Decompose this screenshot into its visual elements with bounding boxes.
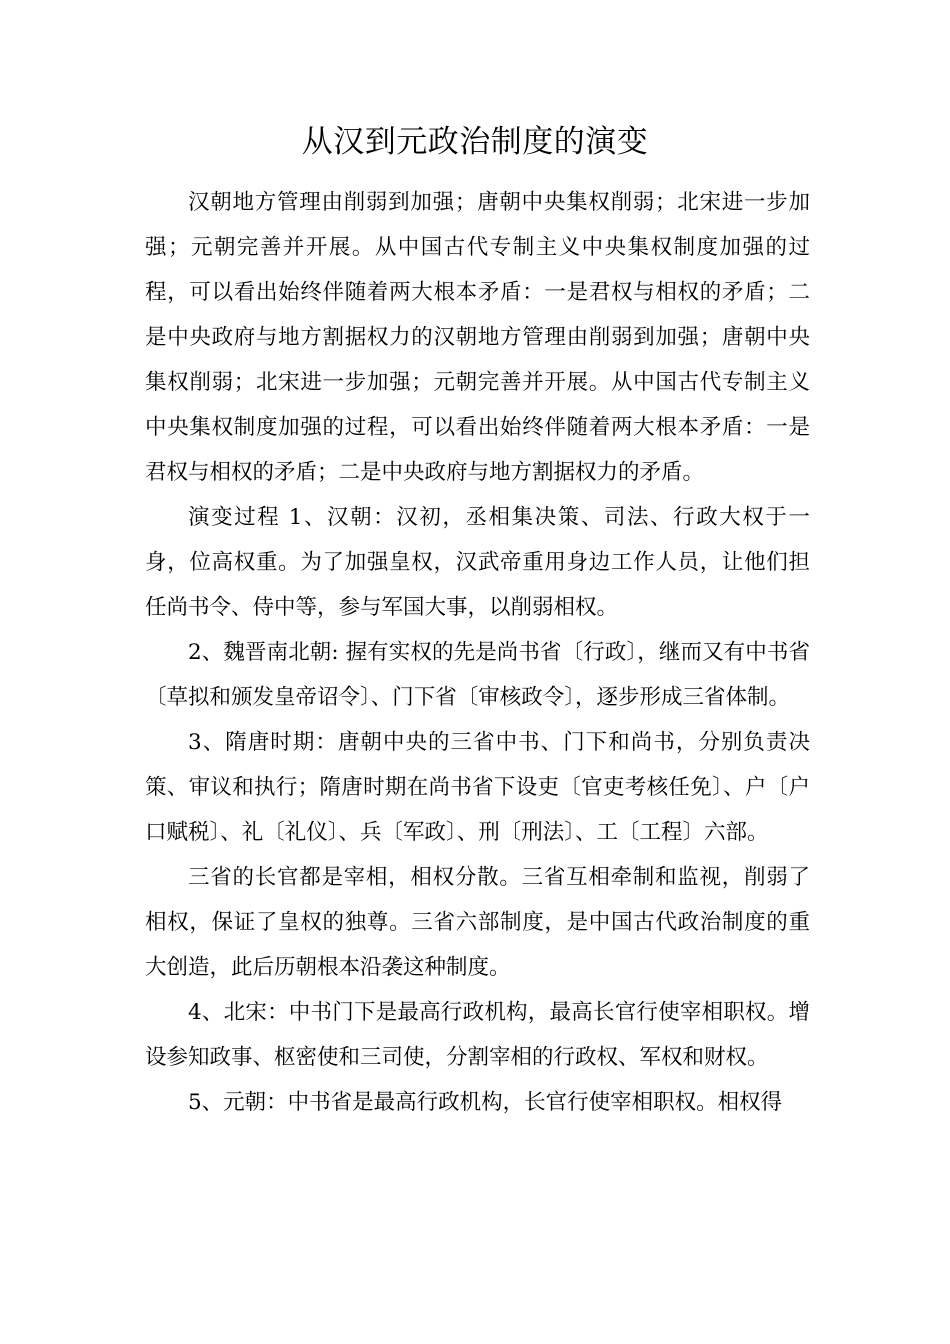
paragraph-sui-tang: 3、隋唐时期：唐朝中央的三省中书、门下和尚书，分别负责决策、审议和执行；隋唐时期在尚书省下设吏〔官吏考核任免〕、户〔户口赋税〕、礼〔礼仪〕、兵〔军政〕、刑〔刑法〕、工〔工程〕六部。 (145, 730, 810, 845)
document-title: 从汉到元政治制度的演变 (301, 124, 649, 160)
paragraph-northern-song: 4、北宋：中书门下是最高行政机构，最高长官行使宰相职权。增设参知政事、枢密使和三司使，分割宰相的行政权、军权和财权。 (145, 1000, 810, 1070)
paragraph-han: 演变过程 1、汉朝：汉初，丞相集决策、司法、行政大权于一身，位高权重。为了加强皇权，汉武帝重用身边工作人员，让他们担任尚书令、侍中等，参与军国大事，以削弱相权。 (145, 505, 810, 620)
document-body (145, 180, 810, 1125)
paragraph-three-departments: 三省的长官都是宰相，相权分散。三省互相牵制和监视，削弱了相权，保证了皇权的独尊。三省六部制度，是中国古代政治制度的重大创造，此后历朝根本沿袭这种制度。 (145, 865, 810, 980)
paragraph-overview: 汉朝地方管理由削弱到加强；唐朝中央集权削弱；北宋进一步加强；元朝完善并开展。从中国古代专制主义中央集权制度加强的过程，可以看出始终伴随着两大根本矛盾：一是君权与相权的矛盾；二是中央政府与地方割据权力的汉朝地方管理由削弱到加强；唐朝中央集权削弱；北宋进一步加强；元朝完善并开展。从中国古代专制主义中央集权制度加强的过程，可以看出始终伴随着两大根本矛盾：一是君权与相权的矛盾；二是中央政府与地方割据权力的矛盾。 (145, 190, 810, 485)
paragraph-yuan: 5、元朝：中书省是最高行政机构，长官行使宰相职权。相权得 (188, 1090, 783, 1115)
paragraph-wei-jin: 2、魏晋南北朝: 握有实权的先是尚书省〔行政〕，继而又有中书省〔草拟和颁发皇帝诏令〕、门下省〔审核政令〕，逐步形成三省体制。 (145, 640, 810, 710)
